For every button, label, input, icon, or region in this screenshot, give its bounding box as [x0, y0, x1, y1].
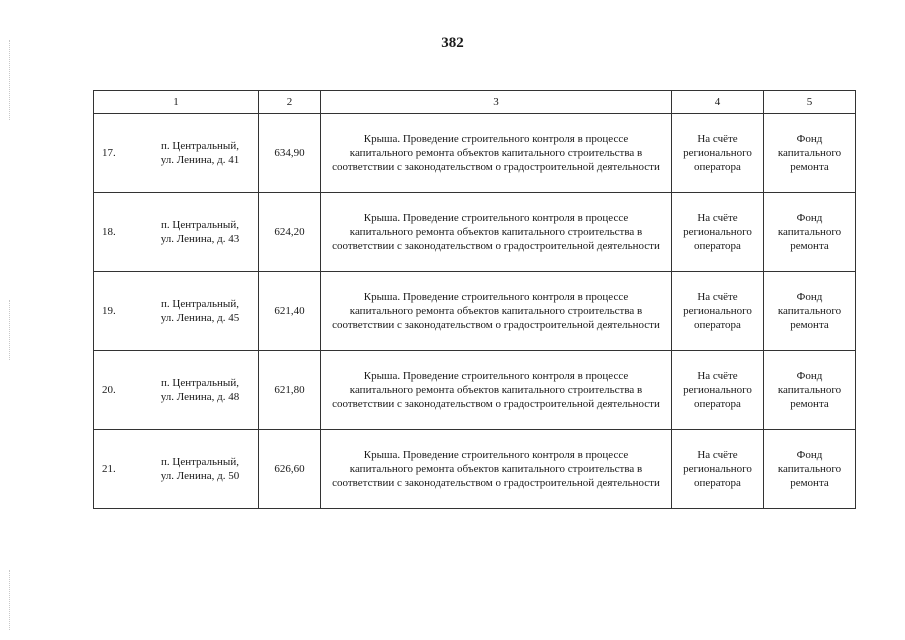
fund-line: капитального — [777, 147, 842, 159]
table-row — [94, 193, 856, 272]
account-line: На счёте — [697, 291, 738, 303]
address-settlement: п. Центральный, — [161, 377, 239, 389]
address-street: ул. Ленина, д. 41 — [160, 154, 240, 166]
table-row — [94, 351, 856, 430]
account-line: регионального — [683, 147, 752, 159]
address-cell — [94, 272, 259, 351]
column-header: 5 — [764, 91, 856, 114]
row-number: 21. — [102, 463, 116, 475]
row-number: 18. — [102, 226, 116, 238]
fund-line: Фонд — [796, 133, 823, 145]
fund-cell — [764, 272, 856, 351]
table-row — [94, 114, 856, 193]
address — [146, 297, 254, 325]
fund-line: ремонта — [790, 319, 829, 331]
scan-margin-line — [9, 570, 10, 630]
fund-line: Фонд — [796, 449, 823, 461]
address — [146, 376, 254, 404]
work-description-cell: Крыша. Проведение строительного контроля в процессе капитального ремонта объектов капитального строительства в соответствии с законодательством о градостроительной деятельности — [321, 272, 672, 351]
area-cell: 621,40 — [259, 272, 321, 351]
account-line: оператора — [694, 398, 741, 410]
address-settlement: п. Центральный, — [161, 219, 239, 231]
work-description-cell: Крыша. Проведение строительного контроля в процессе капитального ремонта объектов капитального строительства в соответствии с законодательством о градостроительной деятельности — [321, 114, 672, 193]
address-settlement: п. Центральный, — [161, 456, 239, 468]
work-description-cell: Крыша. Проведение строительного контроля в процессе капитального ремонта объектов капитального строительства в соответствии с законодательством о градостроительной деятельности — [321, 351, 672, 430]
address-settlement: п. Центральный, — [161, 298, 239, 310]
fund-line: капитального — [777, 226, 842, 238]
address-cell — [94, 193, 259, 272]
account-cell — [672, 430, 764, 509]
table-row — [94, 430, 856, 509]
address-cell — [94, 351, 259, 430]
row-number: 20. — [102, 384, 116, 396]
address — [146, 139, 254, 167]
account-line: регионального — [683, 384, 752, 396]
account-cell — [672, 351, 764, 430]
table-row — [94, 272, 856, 351]
area-cell: 624,20 — [259, 193, 321, 272]
account-line: На счёте — [697, 370, 738, 382]
fund-cell — [764, 114, 856, 193]
account-cell — [672, 193, 764, 272]
fund-line: Фонд — [796, 291, 823, 303]
work-description-cell: Крыша. Проведение строительного контроля в процессе капитального ремонта объектов капитального строительства в соответствии с законодательством о градостроительной деятельности — [321, 193, 672, 272]
address — [146, 218, 254, 246]
fund-line: капитального — [777, 463, 842, 475]
fund-line: Фонд — [796, 370, 823, 382]
works-table — [93, 90, 856, 509]
row-number: 17. — [102, 147, 116, 159]
fund-line: Фонд — [796, 212, 823, 224]
account-line: оператора — [694, 477, 741, 489]
table-header-row — [94, 91, 856, 114]
fund-cell — [764, 193, 856, 272]
fund-line: ремонта — [790, 477, 829, 489]
row-number: 19. — [102, 305, 116, 317]
scan-margin-line — [9, 300, 10, 360]
account-line: оператора — [694, 319, 741, 331]
column-header: 2 — [259, 91, 321, 114]
fund-line: ремонта — [790, 161, 829, 173]
fund-line: ремонта — [790, 398, 829, 410]
area-cell: 634,90 — [259, 114, 321, 193]
account-line: На счёте — [697, 133, 738, 145]
account-line: регионального — [683, 226, 752, 238]
address-street: ул. Ленина, д. 45 — [160, 312, 240, 324]
account-line: регионального — [683, 305, 752, 317]
account-line: оператора — [694, 161, 741, 173]
account-line: регионального — [683, 463, 752, 475]
fund-line: ремонта — [790, 240, 829, 252]
column-header: 4 — [672, 91, 764, 114]
work-description-cell: Крыша. Проведение строительного контроля в процессе капитального ремонта объектов капитального строительства в соответствии с законодательством о градостроительной деятельности — [321, 430, 672, 509]
area-cell: 626,60 — [259, 430, 321, 509]
column-header: 3 — [321, 91, 672, 114]
address-street: ул. Ленина, д. 50 — [160, 470, 240, 482]
fund-line: капитального — [777, 384, 842, 396]
address-cell — [94, 430, 259, 509]
page-number: 382 — [441, 35, 464, 51]
fund-cell — [764, 351, 856, 430]
account-line: На счёте — [697, 212, 738, 224]
scan-margin-line — [9, 40, 10, 120]
address-settlement: п. Центральный, — [161, 140, 239, 152]
address — [146, 455, 254, 483]
fund-line: капитального — [777, 305, 842, 317]
account-cell — [672, 114, 764, 193]
account-cell — [672, 272, 764, 351]
address-cell — [94, 114, 259, 193]
column-header: 1 — [94, 91, 259, 114]
area-cell: 621,80 — [259, 351, 321, 430]
address-street: ул. Ленина, д. 48 — [160, 391, 240, 403]
account-line: оператора — [694, 240, 741, 252]
account-line: На счёте — [697, 449, 738, 461]
address-street: ул. Ленина, д. 43 — [160, 233, 240, 245]
fund-cell — [764, 430, 856, 509]
